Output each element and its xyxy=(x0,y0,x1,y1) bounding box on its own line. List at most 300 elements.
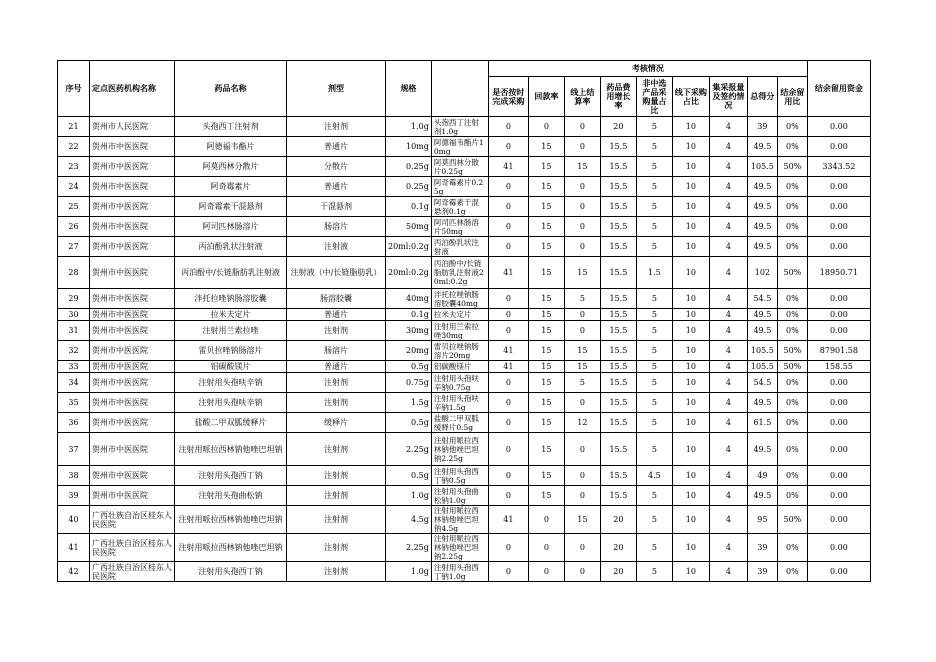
cell-total[interactable]: 102 xyxy=(747,257,777,289)
cell-total[interactable]: 49 xyxy=(747,466,777,486)
cell-form[interactable]: 普通片 xyxy=(287,361,386,373)
cell-growth[interactable]: 15.5 xyxy=(600,466,636,486)
cell-ratio[interactable]: 0% xyxy=(777,237,807,257)
cell-drug[interactable]: 注射用头孢呋辛钠 xyxy=(175,373,287,393)
cell-non-selected[interactable]: 5 xyxy=(636,506,672,534)
cell-spec[interactable]: 10mg xyxy=(386,137,432,157)
cell-hospital[interactable]: 贺州市中医医院 xyxy=(90,197,175,217)
cell-total[interactable]: 49.5 xyxy=(747,309,777,321)
cell-payment[interactable]: 15 xyxy=(528,321,564,341)
cell-seq[interactable]: 36 xyxy=(58,413,90,433)
cell-ratio[interactable]: 50% xyxy=(777,361,807,373)
cell-fund[interactable]: 0.00 xyxy=(807,321,870,341)
cell-form[interactable]: 注射剂 xyxy=(287,117,386,137)
cell-form[interactable]: 注射剂 xyxy=(287,321,386,341)
cell-seq[interactable]: 23 xyxy=(58,157,90,177)
cell-growth[interactable]: 15.5 xyxy=(600,237,636,257)
cell-ext[interactable]: 注射用头孢西丁钠0.5g xyxy=(431,466,488,486)
cell-payment[interactable]: 15 xyxy=(528,466,564,486)
cell-form[interactable]: 注射剂 xyxy=(287,534,386,562)
cell-fund[interactable]: 0.00 xyxy=(807,413,870,433)
cell-form[interactable]: 普通片 xyxy=(287,309,386,321)
cell-non-selected[interactable]: 5 xyxy=(636,373,672,393)
cell-spec[interactable]: 1.0g xyxy=(386,117,432,137)
cell-report[interactable]: 4 xyxy=(709,197,747,217)
cell-online[interactable]: 0 xyxy=(564,466,600,486)
cell-on-time[interactable]: 0 xyxy=(488,373,528,393)
cell-ext[interactable]: 阿奇霉素片0.25g xyxy=(431,177,488,197)
cell-payment[interactable]: 15 xyxy=(528,433,564,466)
cell-drug[interactable]: 注射用哌拉西林钠他唑巴坦钠 xyxy=(175,506,287,534)
cell-fund[interactable]: 0.00 xyxy=(807,177,870,197)
cell-hospital[interactable]: 广西壮族自治区桂东人民医院 xyxy=(90,506,175,534)
cell-online[interactable]: 0 xyxy=(564,217,600,237)
cell-online[interactable]: 0 xyxy=(564,486,600,506)
cell-spec[interactable]: 0.25g xyxy=(386,177,432,197)
cell-online[interactable]: 15 xyxy=(564,361,600,373)
cell-seq[interactable]: 40 xyxy=(58,506,90,534)
cell-form[interactable]: 注射液（中/长链脂肪乳） xyxy=(287,257,386,289)
cell-drug[interactable]: 拉米夫定片 xyxy=(175,309,287,321)
cell-report[interactable]: 4 xyxy=(709,321,747,341)
cell-payment[interactable]: 15 xyxy=(528,341,564,361)
cell-online[interactable]: 0 xyxy=(564,117,600,137)
cell-non-selected[interactable]: 5 xyxy=(636,321,672,341)
cell-drug[interactable]: 阿奇霉素干混悬剂 xyxy=(175,197,287,217)
cell-on-time[interactable]: 0 xyxy=(488,309,528,321)
cell-ext[interactable]: 注射用头孢曲松钠1.0g xyxy=(431,486,488,506)
cell-fund[interactable]: 0.00 xyxy=(807,506,870,534)
cell-online[interactable]: 0 xyxy=(564,309,600,321)
cell-growth[interactable]: 15.5 xyxy=(600,393,636,413)
cell-non-selected[interactable]: 5 xyxy=(636,217,672,237)
cell-growth[interactable]: 15.5 xyxy=(600,486,636,506)
cell-drug[interactable]: 注射用哌拉西林钠他唑巴坦钠 xyxy=(175,433,287,466)
cell-form[interactable]: 肠溶片 xyxy=(287,341,386,361)
cell-ext[interactable]: 阿德福韦酯片10mg xyxy=(431,137,488,157)
cell-fund[interactable]: 3343.52 xyxy=(807,157,870,177)
cell-fund[interactable]: 0.00 xyxy=(807,486,870,506)
cell-ratio[interactable]: 0% xyxy=(777,217,807,237)
cell-offline[interactable]: 10 xyxy=(672,309,709,321)
cell-growth[interactable]: 15.5 xyxy=(600,177,636,197)
cell-ratio[interactable]: 0% xyxy=(777,486,807,506)
cell-total[interactable]: 39 xyxy=(747,562,777,582)
cell-non-selected[interactable]: 5 xyxy=(636,534,672,562)
cell-on-time[interactable]: 0 xyxy=(488,117,528,137)
cell-spec[interactable]: 0.1g xyxy=(386,197,432,217)
cell-total[interactable]: 105.5 xyxy=(747,157,777,177)
cell-online[interactable]: 5 xyxy=(564,373,600,393)
cell-spec[interactable]: 0.5g xyxy=(386,413,432,433)
cell-non-selected[interactable]: 5 xyxy=(636,289,672,309)
cell-spec[interactable]: 2.25g xyxy=(386,433,432,466)
cell-offline[interactable]: 10 xyxy=(672,433,709,466)
cell-offline[interactable]: 10 xyxy=(672,562,709,582)
cell-non-selected[interactable]: 5 xyxy=(636,309,672,321)
cell-fund[interactable]: 0.00 xyxy=(807,562,870,582)
cell-hospital[interactable]: 贺州市中医医院 xyxy=(90,309,175,321)
cell-ratio[interactable]: 0% xyxy=(777,393,807,413)
cell-total[interactable]: 105.5 xyxy=(747,361,777,373)
cell-seq[interactable]: 25 xyxy=(58,197,90,217)
cell-fund[interactable]: 0.00 xyxy=(807,197,870,217)
cell-spec[interactable]: 20ml:0.2g xyxy=(386,257,432,289)
cell-spec[interactable]: 1.5g xyxy=(386,393,432,413)
cell-spec[interactable]: 50mg xyxy=(386,217,432,237)
cell-non-selected[interactable]: 5 xyxy=(636,177,672,197)
cell-hospital[interactable]: 贺州市中医医院 xyxy=(90,321,175,341)
cell-form[interactable]: 注射剂 xyxy=(287,393,386,413)
cell-seq[interactable]: 39 xyxy=(58,486,90,506)
cell-growth[interactable]: 15.5 xyxy=(600,309,636,321)
cell-offline[interactable]: 10 xyxy=(672,137,709,157)
cell-on-time[interactable]: 0 xyxy=(488,433,528,466)
cell-non-selected[interactable]: 5 xyxy=(636,393,672,413)
cell-growth[interactable]: 15.5 xyxy=(600,321,636,341)
cell-hospital[interactable]: 贺州市中医医院 xyxy=(90,373,175,393)
cell-seq[interactable]: 35 xyxy=(58,393,90,413)
cell-report[interactable]: 4 xyxy=(709,257,747,289)
cell-on-time[interactable]: 0 xyxy=(488,534,528,562)
cell-offline[interactable]: 10 xyxy=(672,237,709,257)
cell-online[interactable]: 0 xyxy=(564,137,600,157)
cell-spec[interactable]: 20ml:0.2g xyxy=(386,237,432,257)
cell-payment[interactable]: 15 xyxy=(528,413,564,433)
cell-online[interactable]: 0 xyxy=(564,433,600,466)
cell-report[interactable]: 4 xyxy=(709,237,747,257)
cell-ext[interactable]: 注射用兰索拉唑30mg xyxy=(431,321,488,341)
cell-fund[interactable]: 0.00 xyxy=(807,534,870,562)
cell-on-time[interactable]: 0 xyxy=(488,393,528,413)
cell-on-time[interactable]: 41 xyxy=(488,257,528,289)
cell-offline[interactable]: 10 xyxy=(672,321,709,341)
cell-ratio[interactable]: 0% xyxy=(777,197,807,217)
cell-growth[interactable]: 20 xyxy=(600,534,636,562)
cell-on-time[interactable]: 41 xyxy=(488,341,528,361)
cell-total[interactable]: 49.5 xyxy=(747,197,777,217)
cell-on-time[interactable]: 0 xyxy=(488,197,528,217)
cell-ext[interactable]: 雷贝拉唑钠肠溶片20mg xyxy=(431,341,488,361)
cell-payment[interactable]: 15 xyxy=(528,137,564,157)
cell-seq[interactable]: 32 xyxy=(58,341,90,361)
cell-form[interactable]: 注射剂 xyxy=(287,562,386,582)
cell-fund[interactable]: 158.55 xyxy=(807,361,870,373)
cell-hospital[interactable]: 贺州市中医医院 xyxy=(90,361,175,373)
cell-drug[interactable]: 丙泊酚乳状注射液 xyxy=(175,237,287,257)
cell-drug[interactable]: 丙泊酚中/长链脂肪乳注射液 xyxy=(175,257,287,289)
cell-payment[interactable]: 15 xyxy=(528,157,564,177)
cell-non-selected[interactable]: 5 xyxy=(636,117,672,137)
cell-form[interactable]: 分散片 xyxy=(287,157,386,177)
cell-drug[interactable]: 铝碳酸镁片 xyxy=(175,361,287,373)
cell-payment[interactable]: 15 xyxy=(528,237,564,257)
cell-on-time[interactable]: 0 xyxy=(488,466,528,486)
cell-offline[interactable]: 10 xyxy=(672,341,709,361)
cell-on-time[interactable]: 0 xyxy=(488,321,528,341)
cell-report[interactable]: 4 xyxy=(709,157,747,177)
cell-non-selected[interactable]: 5 xyxy=(636,341,672,361)
cell-offline[interactable]: 10 xyxy=(672,257,709,289)
cell-offline[interactable]: 10 xyxy=(672,466,709,486)
cell-form[interactable]: 注射剂 xyxy=(287,433,386,466)
cell-ratio[interactable]: 0% xyxy=(777,117,807,137)
cell-form[interactable]: 普通片 xyxy=(287,177,386,197)
cell-drug[interactable]: 注射用兰索拉唑 xyxy=(175,321,287,341)
cell-total[interactable]: 61.5 xyxy=(747,413,777,433)
cell-hospital[interactable]: 贺州市中医医院 xyxy=(90,177,175,197)
cell-ratio[interactable]: 0% xyxy=(777,466,807,486)
cell-non-selected[interactable]: 5 xyxy=(636,237,672,257)
cell-ext[interactable]: 阿奇霉素干混悬剂0.1g xyxy=(431,197,488,217)
cell-seq[interactable]: 37 xyxy=(58,433,90,466)
cell-payment[interactable]: 15 xyxy=(528,197,564,217)
cell-growth[interactable]: 15.5 xyxy=(600,373,636,393)
cell-report[interactable]: 4 xyxy=(709,309,747,321)
cell-online[interactable]: 5 xyxy=(564,289,600,309)
cell-spec[interactable]: 1.0g xyxy=(386,562,432,582)
cell-drug[interactable]: 头孢西丁注射剂 xyxy=(175,117,287,137)
cell-ratio[interactable]: 50% xyxy=(777,257,807,289)
cell-growth[interactable]: 20 xyxy=(600,117,636,137)
cell-fund[interactable]: 0.00 xyxy=(807,289,870,309)
cell-growth[interactable]: 15.5 xyxy=(600,433,636,466)
cell-seq[interactable]: 30 xyxy=(58,309,90,321)
cell-total[interactable]: 95 xyxy=(747,506,777,534)
cell-ext[interactable]: 注射用头孢呋辛钠1.5g xyxy=(431,393,488,413)
cell-form[interactable]: 肠溶片 xyxy=(287,217,386,237)
cell-spec[interactable]: 0.25g xyxy=(386,157,432,177)
cell-payment[interactable]: 15 xyxy=(528,393,564,413)
cell-ratio[interactable]: 0% xyxy=(777,137,807,157)
cell-non-selected[interactable]: 1.5 xyxy=(636,257,672,289)
cell-report[interactable]: 4 xyxy=(709,486,747,506)
cell-total[interactable]: 49.5 xyxy=(747,486,777,506)
cell-hospital[interactable]: 贺州市中医医院 xyxy=(90,466,175,486)
cell-non-selected[interactable]: 5 xyxy=(636,413,672,433)
cell-on-time[interactable]: 0 xyxy=(488,237,528,257)
cell-ext[interactable]: 注射用哌拉西林钠他唑巴坦钠2.25g xyxy=(431,433,488,466)
cell-ext[interactable]: 泮托拉唑钠肠溶胶囊40mg xyxy=(431,289,488,309)
cell-hospital[interactable]: 广西壮族自治区桂东人民医院 xyxy=(90,534,175,562)
cell-online[interactable]: 15 xyxy=(564,341,600,361)
cell-fund[interactable]: 0.00 xyxy=(807,433,870,466)
cell-ext[interactable]: 注射用头孢西丁钠1.0g xyxy=(431,562,488,582)
cell-payment[interactable]: 15 xyxy=(528,373,564,393)
cell-hospital[interactable]: 贺州市中医医院 xyxy=(90,217,175,237)
cell-seq[interactable]: 34 xyxy=(58,373,90,393)
cell-total[interactable]: 105.5 xyxy=(747,341,777,361)
cell-hospital[interactable]: 贺州市中医医院 xyxy=(90,137,175,157)
cell-form[interactable]: 肠溶胶囊 xyxy=(287,289,386,309)
cell-report[interactable]: 4 xyxy=(709,373,747,393)
cell-report[interactable]: 4 xyxy=(709,413,747,433)
cell-non-selected[interactable]: 5 xyxy=(636,433,672,466)
cell-non-selected[interactable]: 5 xyxy=(636,562,672,582)
cell-form[interactable]: 干混悬剂 xyxy=(287,197,386,217)
cell-online[interactable]: 0 xyxy=(564,177,600,197)
cell-report[interactable]: 4 xyxy=(709,117,747,137)
cell-drug[interactable]: 注射用头孢西丁钠 xyxy=(175,466,287,486)
cell-spec[interactable]: 30mg xyxy=(386,321,432,341)
cell-fund[interactable]: 0.00 xyxy=(807,393,870,413)
cell-seq[interactable]: 21 xyxy=(58,117,90,137)
cell-total[interactable]: 39 xyxy=(747,534,777,562)
cell-spec[interactable]: 0.1g xyxy=(386,309,432,321)
cell-non-selected[interactable]: 5 xyxy=(636,197,672,217)
cell-ratio[interactable]: 0% xyxy=(777,289,807,309)
cell-offline[interactable]: 10 xyxy=(672,217,709,237)
cell-fund[interactable]: 0.00 xyxy=(807,309,870,321)
cell-seq[interactable]: 24 xyxy=(58,177,90,197)
cell-fund[interactable]: 0.00 xyxy=(807,117,870,137)
cell-hospital[interactable]: 广西壮族自治区桂东人民医院 xyxy=(90,562,175,582)
cell-spec[interactable]: 0.5g xyxy=(386,361,432,373)
cell-growth[interactable]: 15.5 xyxy=(600,413,636,433)
cell-hospital[interactable]: 贺州市中医医院 xyxy=(90,157,175,177)
cell-online[interactable]: 0 xyxy=(564,237,600,257)
cell-ratio[interactable]: 0% xyxy=(777,413,807,433)
cell-on-time[interactable]: 0 xyxy=(488,177,528,197)
cell-hospital[interactable]: 贺州市中医医院 xyxy=(90,257,175,289)
cell-total[interactable]: 49.5 xyxy=(747,177,777,197)
cell-form[interactable]: 注射剂 xyxy=(287,466,386,486)
cell-drug[interactable]: 注射用头孢呋辛钠 xyxy=(175,393,287,413)
cell-growth[interactable]: 20 xyxy=(600,562,636,582)
cell-drug[interactable]: 注射用头孢西丁钠 xyxy=(175,562,287,582)
cell-online[interactable]: 15 xyxy=(564,157,600,177)
cell-offline[interactable]: 10 xyxy=(672,177,709,197)
cell-seq[interactable]: 41 xyxy=(58,534,90,562)
cell-payment[interactable]: 0 xyxy=(528,534,564,562)
cell-hospital[interactable]: 贺州市中医医院 xyxy=(90,237,175,257)
cell-drug[interactable]: 阿德福韦酯片 xyxy=(175,137,287,157)
cell-hospital[interactable]: 贺州市中医医院 xyxy=(90,341,175,361)
cell-ratio[interactable]: 50% xyxy=(777,341,807,361)
cell-form[interactable]: 注射剂 xyxy=(287,373,386,393)
cell-form[interactable]: 缓释片 xyxy=(287,413,386,433)
cell-offline[interactable]: 10 xyxy=(672,486,709,506)
cell-on-time[interactable]: 0 xyxy=(488,562,528,582)
cell-growth[interactable]: 15.5 xyxy=(600,289,636,309)
cell-ratio[interactable]: 0% xyxy=(777,433,807,466)
cell-payment[interactable]: 15 xyxy=(528,361,564,373)
cell-on-time[interactable]: 0 xyxy=(488,486,528,506)
cell-drug[interactable]: 泮托拉唑钠肠溶胶囊 xyxy=(175,289,287,309)
cell-growth[interactable]: 15.5 xyxy=(600,257,636,289)
cell-on-time[interactable]: 0 xyxy=(488,217,528,237)
cell-growth[interactable]: 15.5 xyxy=(600,217,636,237)
cell-ext[interactable]: 头孢西丁注射剂1.0g xyxy=(431,117,488,137)
cell-spec[interactable]: 4.5g xyxy=(386,506,432,534)
cell-online[interactable]: 0 xyxy=(564,321,600,341)
cell-seq[interactable]: 38 xyxy=(58,466,90,486)
cell-fund[interactable]: 0.00 xyxy=(807,466,870,486)
cell-offline[interactable]: 10 xyxy=(672,289,709,309)
cell-online[interactable]: 15 xyxy=(564,506,600,534)
cell-hospital[interactable]: 贺州市中医医院 xyxy=(90,289,175,309)
cell-offline[interactable]: 10 xyxy=(672,393,709,413)
cell-seq[interactable]: 28 xyxy=(58,257,90,289)
cell-ext[interactable]: 盐酸二甲双胍缓释片0.5g xyxy=(431,413,488,433)
cell-hospital[interactable]: 贺州市中医医院 xyxy=(90,433,175,466)
cell-growth[interactable]: 15.5 xyxy=(600,361,636,373)
cell-seq[interactable]: 33 xyxy=(58,361,90,373)
cell-ratio[interactable]: 0% xyxy=(777,309,807,321)
cell-ratio[interactable]: 0% xyxy=(777,534,807,562)
cell-fund[interactable]: 87901.58 xyxy=(807,341,870,361)
cell-total[interactable]: 49.5 xyxy=(747,217,777,237)
cell-offline[interactable]: 10 xyxy=(672,197,709,217)
cell-hospital[interactable]: 贺州市人民医院 xyxy=(90,117,175,137)
cell-payment[interactable]: 15 xyxy=(528,257,564,289)
cell-ratio[interactable]: 0% xyxy=(777,321,807,341)
cell-report[interactable]: 4 xyxy=(709,137,747,157)
cell-report[interactable]: 4 xyxy=(709,534,747,562)
cell-report[interactable]: 4 xyxy=(709,433,747,466)
cell-drug[interactable]: 雷贝拉唑钠肠溶片 xyxy=(175,341,287,361)
cell-report[interactable]: 4 xyxy=(709,466,747,486)
cell-online[interactable]: 0 xyxy=(564,197,600,217)
cell-growth[interactable]: 15.5 xyxy=(600,137,636,157)
cell-payment[interactable]: 15 xyxy=(528,289,564,309)
cell-form[interactable]: 注射剂 xyxy=(287,486,386,506)
cell-drug[interactable]: 注射用哌拉西林钠他唑巴坦钠 xyxy=(175,534,287,562)
cell-spec[interactable]: 40mg xyxy=(386,289,432,309)
cell-online[interactable]: 0 xyxy=(564,393,600,413)
cell-ext[interactable]: 拉米夫定片 xyxy=(431,309,488,321)
cell-report[interactable]: 4 xyxy=(709,506,747,534)
cell-drug[interactable]: 阿莫西林分散片 xyxy=(175,157,287,177)
cell-form[interactable]: 注射剂 xyxy=(287,506,386,534)
cell-hospital[interactable]: 贺州市中医医院 xyxy=(90,486,175,506)
cell-fund[interactable]: 0.00 xyxy=(807,237,870,257)
cell-drug[interactable]: 阿司匹林肠溶片 xyxy=(175,217,287,237)
cell-total[interactable]: 49.5 xyxy=(747,137,777,157)
cell-seq[interactable]: 31 xyxy=(58,321,90,341)
cell-seq[interactable]: 27 xyxy=(58,237,90,257)
cell-online[interactable]: 12 xyxy=(564,413,600,433)
cell-spec[interactable]: 20mg xyxy=(386,341,432,361)
cell-total[interactable]: 49.5 xyxy=(747,237,777,257)
cell-offline[interactable]: 10 xyxy=(672,157,709,177)
cell-total[interactable]: 54.5 xyxy=(747,373,777,393)
cell-on-time[interactable]: 0 xyxy=(488,137,528,157)
cell-non-selected[interactable]: 5 xyxy=(636,486,672,506)
cell-ext[interactable]: 注射用哌拉西林钠他唑巴坦钠2.25g xyxy=(431,534,488,562)
cell-seq[interactable]: 26 xyxy=(58,217,90,237)
cell-report[interactable]: 4 xyxy=(709,177,747,197)
cell-growth[interactable]: 15.5 xyxy=(600,197,636,217)
cell-online[interactable]: 15 xyxy=(564,257,600,289)
cell-total[interactable]: 49.5 xyxy=(747,393,777,413)
cell-ext[interactable]: 阿司匹林肠溶片50mg xyxy=(431,217,488,237)
cell-non-selected[interactable]: 5 xyxy=(636,157,672,177)
cell-total[interactable]: 49.5 xyxy=(747,321,777,341)
cell-ratio[interactable]: 50% xyxy=(777,506,807,534)
cell-on-time[interactable]: 41 xyxy=(488,506,528,534)
cell-seq[interactable]: 29 xyxy=(58,289,90,309)
cell-total[interactable]: 49.5 xyxy=(747,433,777,466)
cell-offline[interactable]: 10 xyxy=(672,413,709,433)
cell-report[interactable]: 4 xyxy=(709,217,747,237)
cell-drug[interactable]: 阿奇霉素片 xyxy=(175,177,287,197)
cell-fund[interactable]: 18950.71 xyxy=(807,257,870,289)
cell-form[interactable]: 注射液 xyxy=(287,237,386,257)
cell-seq[interactable]: 42 xyxy=(58,562,90,582)
cell-spec[interactable]: 2.25g xyxy=(386,534,432,562)
cell-form[interactable]: 普通片 xyxy=(287,137,386,157)
